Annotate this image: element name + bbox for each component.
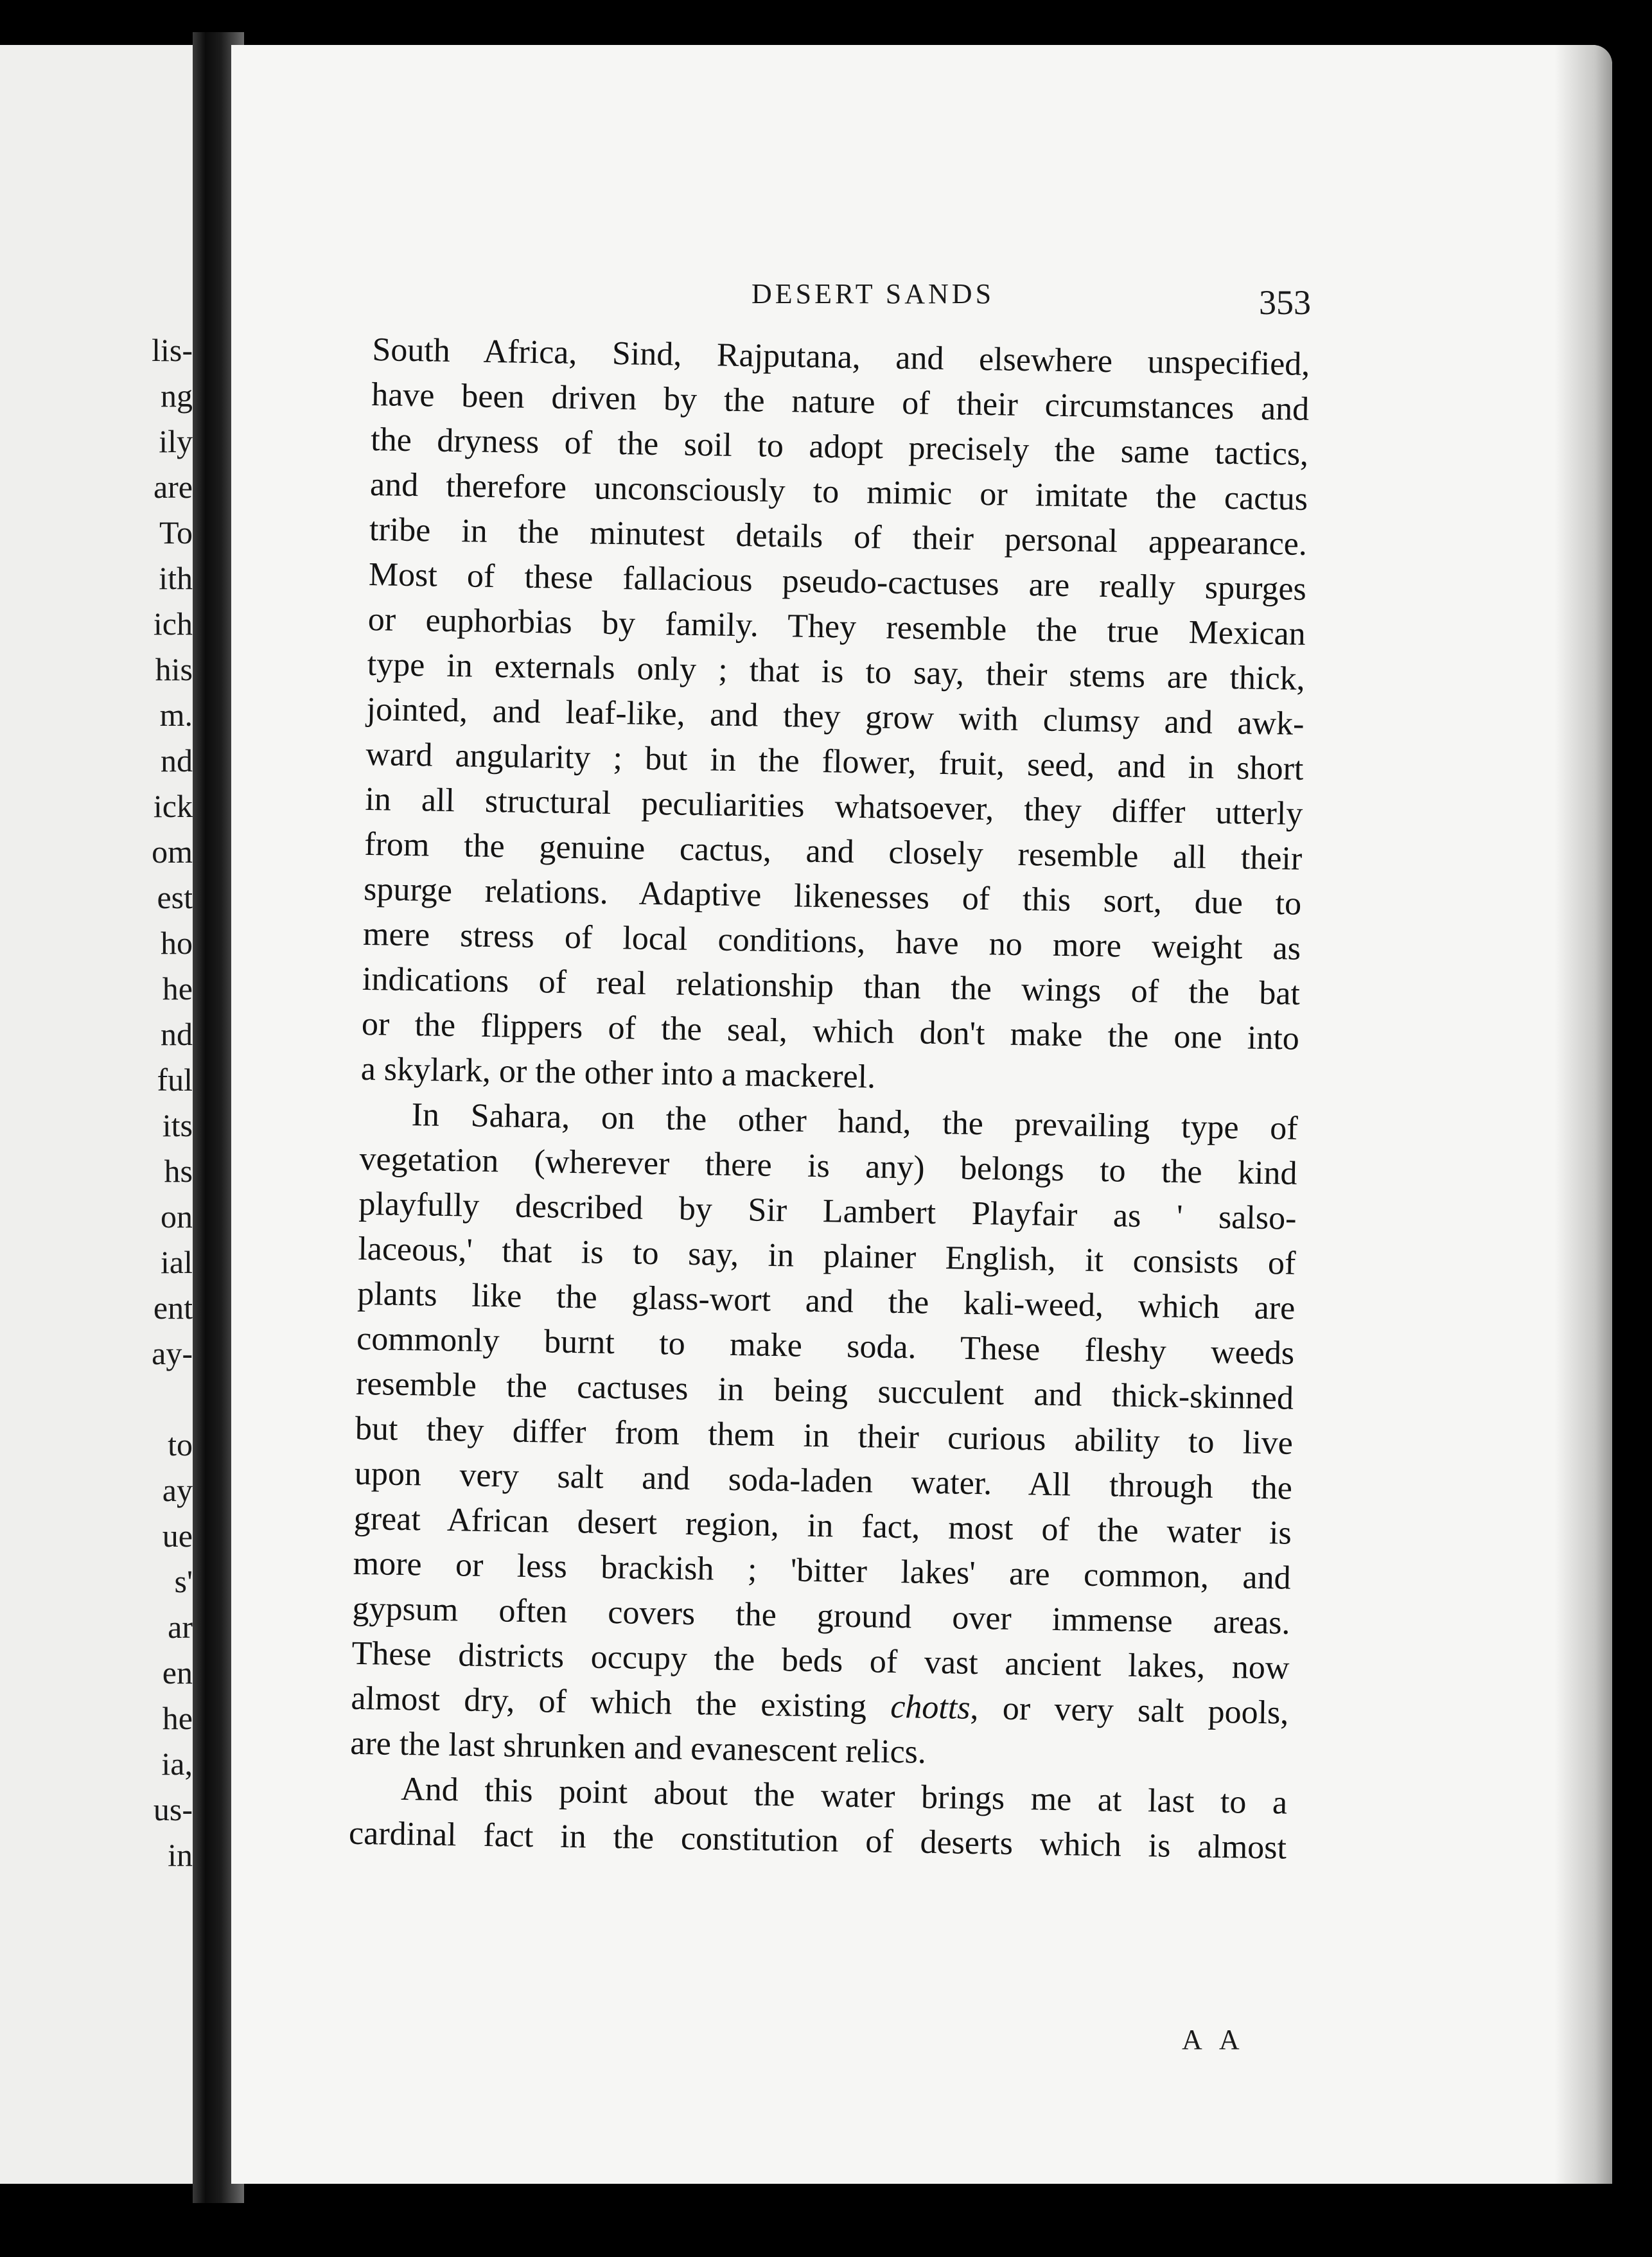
line-end-fragment: To: [159, 514, 193, 550]
line-end-fragment: its: [162, 1107, 193, 1143]
text-line: South Africa, Sind, Rajputana, and elsewhere unspecified,: [372, 331, 1310, 383]
text-line: in all structural peculiarities whatsoever, they differ utterly: [365, 780, 1303, 832]
line-end-fragment: hs: [164, 1153, 193, 1189]
line-end-fragment: ily: [159, 423, 193, 459]
line-end-fragment: ay-: [152, 1335, 193, 1371]
line-end-fragment: his: [155, 651, 193, 687]
text-line: or the flippers of the seal, which don't make the one into: [361, 1005, 1300, 1057]
text-line: gypsum often covers the ground over immense areas.: [352, 1590, 1290, 1642]
text-line: more or less brackish ; 'bitter lakes' are common, and: [353, 1545, 1292, 1597]
text-line: laceous,' that is to say, in plainer English, it consists of: [358, 1230, 1296, 1282]
text-line: ward angularity ; but in the flower, fruit, seed, and in short: [365, 735, 1304, 787]
signature-mark: A A: [1182, 2024, 1246, 2055]
paragraph-start-line: In Sahara, on the other hand, the prevailing type of: [411, 1096, 1299, 1147]
line-end-fragment: ial: [161, 1244, 193, 1280]
line-end-fragment: to: [168, 1427, 193, 1462]
paragraph-start-line: And this point about the water brings me at last to a: [400, 1770, 1288, 1822]
page-edge-shadow: [1554, 45, 1612, 2184]
line-end-fragment: ick: [153, 788, 193, 824]
line-end-fragment: on: [161, 1199, 193, 1234]
text-line: type in externals only ; that is to say, their stems are thick,: [367, 645, 1306, 698]
text-line: vegetation (wherever there is any) belongs to the kind: [359, 1140, 1297, 1192]
current-page: [231, 45, 1612, 2184]
text-line: upon very salt and soda-laden water. All through the: [354, 1455, 1293, 1507]
line-end-fragment: in: [168, 1837, 193, 1873]
text-line: and therefore unconsciously to mimic or imitate the cactus: [369, 466, 1308, 518]
body-text: [349, 328, 1310, 1871]
line-end-fragment: he: [162, 970, 193, 1006]
line-end-fragment: ich: [153, 606, 193, 642]
line-end-fragment: om: [152, 834, 193, 870]
line-end-fragment: ar: [168, 1609, 193, 1645]
line-end-fragment: m.: [159, 697, 193, 733]
text-line: or euphorbias by family. They resemble the true Mexican: [367, 601, 1306, 653]
line-end-fragment: ent: [153, 1290, 193, 1326]
line-end-fragment: ng: [161, 378, 193, 414]
text-line: but they differ from them in their curious ability to live: [355, 1410, 1294, 1462]
line-end-fragment: ia,: [161, 1746, 193, 1782]
text-line: Most of these fallacious pseudo-cactuses are really spurges: [368, 556, 1307, 608]
running-head: DESERT SANDS: [751, 278, 995, 310]
text-line: playfully described by Sir Lambert Playfair as ' salso-: [358, 1185, 1297, 1237]
text-line: jointed, and leaf-like, and they grow with clumsy and awk-: [366, 690, 1305, 742]
line-end-fragment: nd: [161, 742, 193, 778]
line-end-fragment: ue: [162, 1518, 193, 1554]
text-line: mere stress of local conditions, have no more weight as: [362, 915, 1301, 967]
line-end-fragment: est: [157, 879, 193, 915]
previous-page-line-ends: [152, 328, 193, 1878]
text-line: indications of real relationship than the wings of the bat: [362, 960, 1301, 1012]
line-end-fragment: ith: [159, 560, 193, 596]
paragraph-end-line: a skylark, or the other into a mackerel.: [360, 1050, 876, 1096]
line-end-fragment: lis-: [152, 332, 193, 368]
text-line: tribe in the minutest details of their personal appearance.: [369, 511, 1308, 563]
text-line: the dryness of the soil to adopt precisely the same tactics,: [370, 421, 1309, 473]
previous-page: [0, 45, 199, 2184]
text-line: resemble the cactuses in being succulent and thick-skinned: [355, 1365, 1294, 1417]
text-line: spurge relations. Adaptive likenesses of this sort, due to: [363, 870, 1302, 922]
line-end-fragment: he: [162, 1700, 193, 1736]
line-end-fragment: are: [153, 469, 193, 505]
text-line: These districts occupy the beds of vast ancient lakes, now: [351, 1635, 1290, 1687]
text-line: cardinal fact in the constitution of deserts which is almost: [348, 1814, 1287, 1866]
line-end-fragment: en: [162, 1655, 193, 1691]
paragraph-end-line: are the last shrunken and evanescent relics.: [349, 1725, 927, 1771]
text-line: commonly burnt to make soda. These fleshy weeds: [356, 1320, 1295, 1372]
line-end-fragment: ful: [157, 1062, 193, 1098]
line-end-fragment: ay: [162, 1472, 193, 1508]
page-number: 353: [1259, 283, 1311, 322]
text-line: great African desert region, in fact, most of the water is: [353, 1500, 1292, 1552]
line-end-fragment: ho: [161, 925, 193, 961]
line-end-fragment: us-: [153, 1791, 193, 1827]
line-end-fragment: s': [174, 1563, 193, 1599]
text-line: from the genuine cactus, and closely resemble all their: [364, 825, 1303, 877]
text-line: almost dry, of which the existing chotts, or very salt pools,: [351, 1680, 1289, 1732]
text-line: plants like the glass-wort and the kali-weed, which are: [356, 1275, 1296, 1327]
text-line: have been driven by the nature of their circumstances and: [371, 376, 1310, 428]
line-end-fragment: nd: [161, 1016, 193, 1052]
paragraph-gap: [152, 1376, 193, 1422]
